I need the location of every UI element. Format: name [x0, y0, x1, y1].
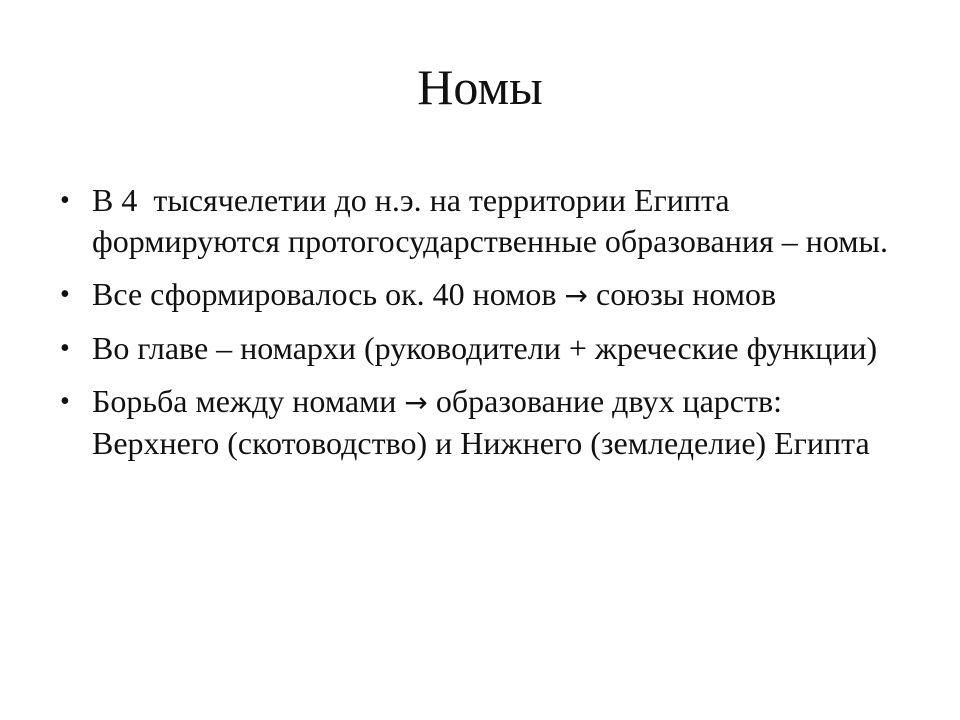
- bullet-text-before-arrow: Борьба между номами: [92, 383, 405, 419]
- arrow-right-icon: →: [404, 386, 428, 419]
- bullet-list: [60, 180, 910, 476]
- bullet-icon: •: [60, 386, 70, 417]
- bullet-item: [60, 274, 910, 316]
- bullet-icon: •: [60, 185, 70, 216]
- bullet-icon: •: [60, 333, 70, 364]
- bullet-icon: •: [60, 279, 70, 310]
- arrow-right-icon: →: [564, 279, 588, 312]
- bullet-item: [60, 328, 910, 369]
- slide-title: Номы: [417, 59, 543, 115]
- bullet-item: [60, 381, 910, 464]
- bullet-text: В 4 тысячелетии до н.э. на территории Египта формируются протогосударственные образования – номы.: [92, 182, 888, 259]
- bullet-text: Во главе – номархи (руководители + жреческие функции): [92, 330, 878, 366]
- bullet-text-before-arrow: Все сформировалось ок. 40 номов: [92, 276, 565, 312]
- bullet-item: [60, 180, 910, 262]
- bullet-text-with-arrow: [92, 274, 910, 316]
- bullet-text-with-arrow: [92, 381, 910, 464]
- bullet-text-after-arrow: образование двух царств: Верхнего (скотоводство) и Нижнего (земледелие) Египта: [92, 383, 870, 461]
- bullet-text-after-arrow: союзы номов: [587, 276, 777, 312]
